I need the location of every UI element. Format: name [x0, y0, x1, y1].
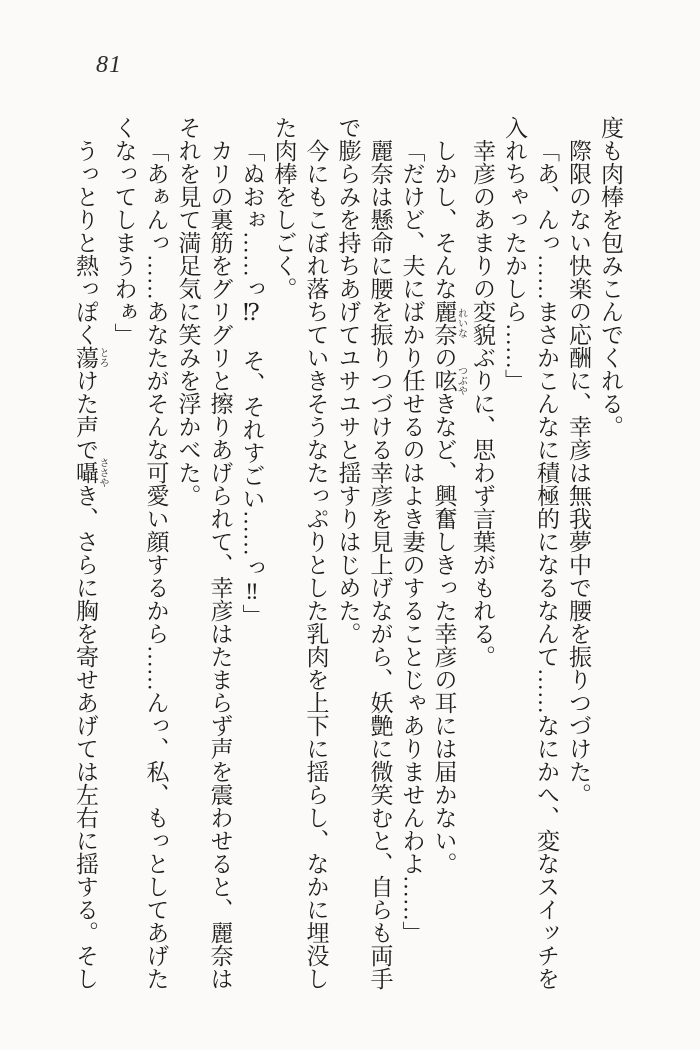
paragraph: 「ぬおぉ……っ⁉ そ、それすごい……っ‼」 — [239, 139, 265, 627]
paragraph: うっとりと熱っぽく蕩 とろけた声で囁 ささやき、さらに胸を寄せあげては左右に揺する。そし — [73, 139, 108, 990]
text-block — [66, 116, 626, 990]
ruby-annotated-word: 呟 つぶや — [431, 365, 467, 396]
paragraph: 度も肉棒を包みこんでくれる。 — [598, 116, 623, 438]
ruby-annotated-word: 麗奈 れいな — [431, 300, 467, 346]
paragraph: 幸彦のあまりの変貌ぶりに、思わず言葉がもれる。 — [470, 139, 495, 668]
paragraph: 「あ、んっ……まさかこんなに積極的になるなんて……なにかへ、変なスイッチを入れちゃったかしら……」 — [502, 116, 559, 990]
paragraph: 今にもこぼれ落ちていきそうなたっぷりとした乳肉を上下に揺らし、なかに埋没した肉棒をしごく。 — [271, 116, 329, 990]
paragraph: しかし、そんな麗奈 れいなの呟 つぶやきなど、興奮しきった幸彦の耳には届かない。 — [431, 139, 467, 875]
paragraph: 麗奈は懸命に腰を振りつづける幸彦を見上げながら、妖艶に微笑むと、自らも両手で膨らみを持ちあげてユサユサと揺すりはじめた。 — [335, 116, 393, 990]
paragraph: カリの裏筋をグリグリと擦りあげられて、幸彦はたまらず声を震わせると、麗奈はそれを見て満足気に笑みを浮かべた。 — [175, 116, 233, 990]
page-number: 81 — [96, 52, 122, 78]
paragraph: 際限のない快楽の応酬に、幸彦は無我夢中で腰を振りつづけた。 — [566, 139, 591, 806]
ruby-annotated-word: 囁 ささや — [73, 457, 108, 488]
ruby-annotated-word: 蕩 とろ — [73, 346, 108, 369]
paragraph: 「あぁんっ……あなたがそんな可愛い顔するから……んっ、私、もっとしてあげたくなってしまうわぁ」 — [111, 116, 169, 990]
paragraph: 「だけど、夫にばかり任せるのはよき妻のすることじゃありませんわよ……」 — [399, 139, 425, 944]
